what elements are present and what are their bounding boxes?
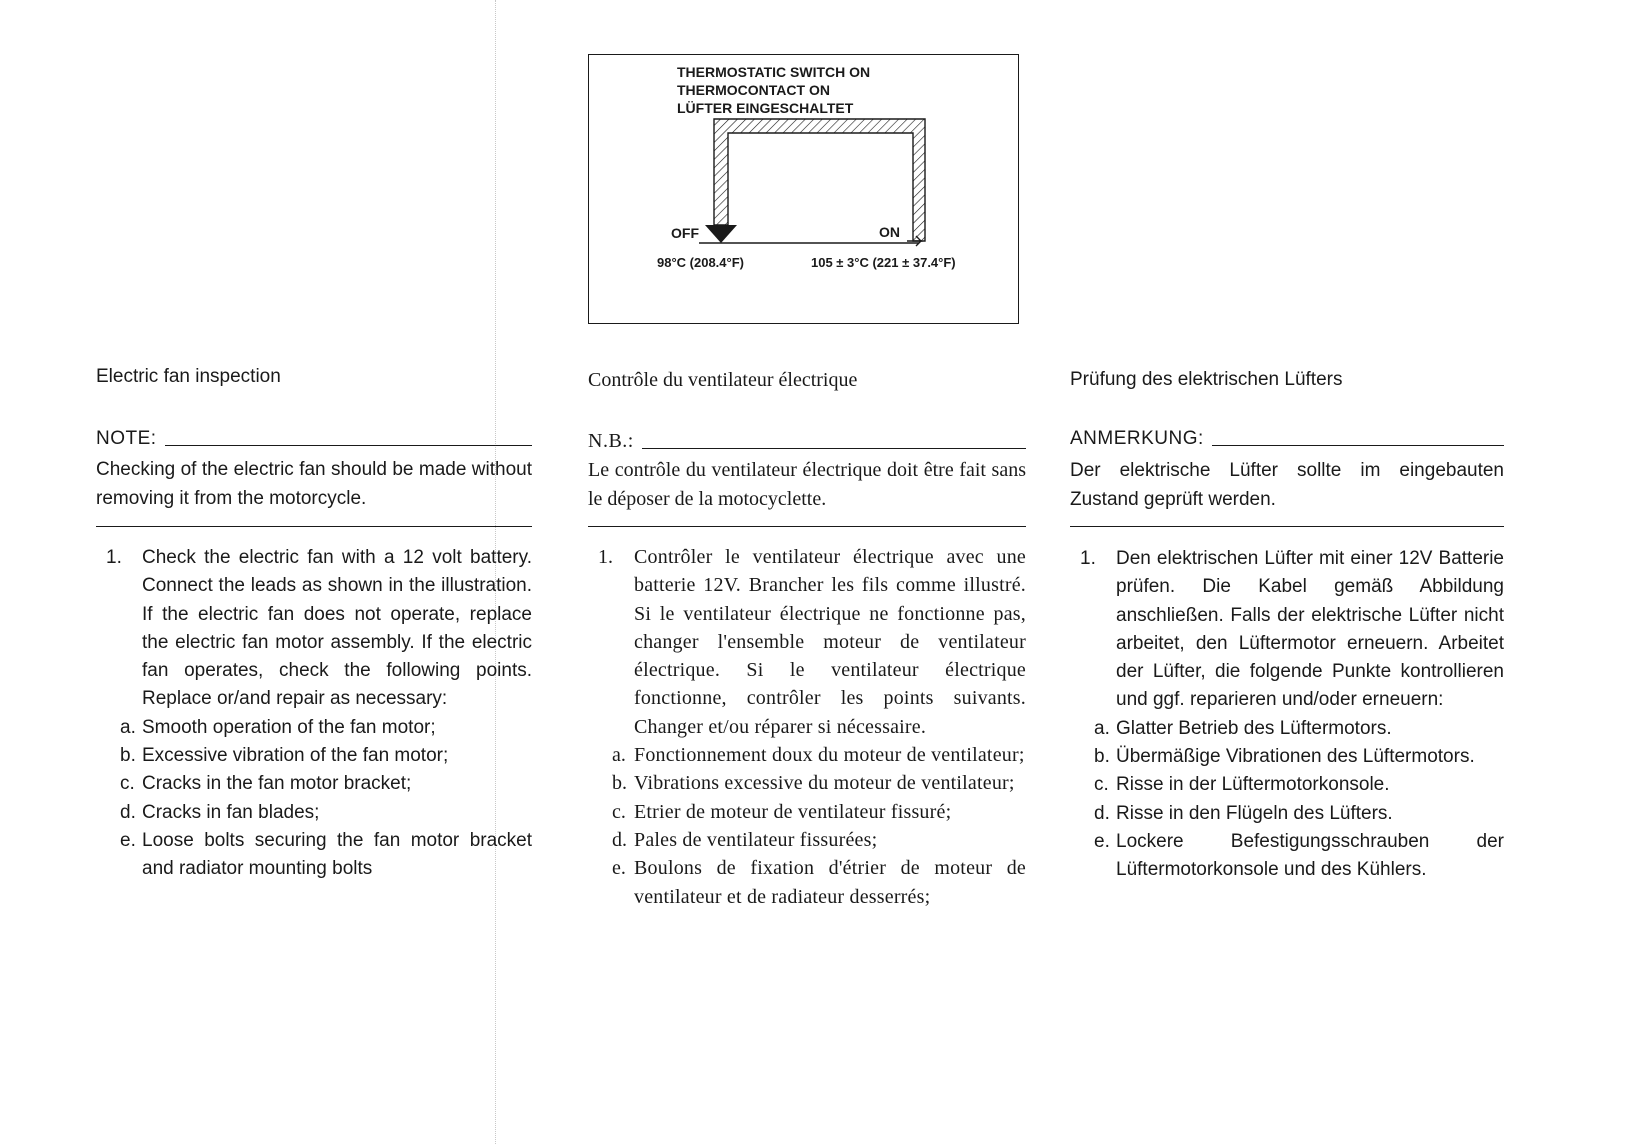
list-text: Cracks in fan blades; <box>142 801 320 823</box>
list-text: Smooth operation of the fan motor; <box>142 716 436 738</box>
list-letter: b. <box>1094 746 1110 768</box>
note-bottom-rule <box>588 526 1026 527</box>
list-item <box>120 714 532 742</box>
list-item <box>120 827 532 884</box>
section-heading: Electric fan inspection <box>96 366 281 387</box>
step-text: Den elektrischen Lüfter mit einer 12V Batterie prüfen. Die Kabel gemäß Abbildung anschließen. Falls der elektrische Lüfter nicht arbeitet, den Lüftermotor erneuern. Arbeitet der Lüfter, die folgende Punkte kontrollieren und ggf. reparieren und/oder erneuern: <box>1116 548 1504 711</box>
list-item <box>120 770 532 798</box>
diagram-title-de: LÜFTER EINGESCHALTET <box>677 100 854 116</box>
note-label: NOTE: <box>96 428 157 449</box>
list-letter: d. <box>120 801 136 823</box>
list-text: Risse in den Flügeln des Lüfters. <box>1116 802 1393 824</box>
note-bottom-rule <box>96 526 532 527</box>
list-item <box>1094 771 1504 799</box>
list-item <box>612 741 1026 769</box>
off-label: OFF <box>671 225 699 241</box>
list-letter: d. <box>1094 802 1110 824</box>
list-letter: e. <box>120 829 136 851</box>
list-item <box>1094 743 1504 771</box>
list-text: Excessive vibration of the fan motor; <box>142 745 449 767</box>
on-label: ON <box>879 224 900 240</box>
list-item <box>120 799 532 827</box>
list-text: Vibrations excessive du moteur de ventilateur; <box>634 772 1015 795</box>
on-temperature: 105 ± 3°C (221 ± 37.4°F) <box>811 255 956 270</box>
note-bottom-rule <box>1070 526 1504 527</box>
note-text: Le contrôle du ventilateur électrique doit être fait sans le déposer de la motocyclette. <box>588 459 1026 510</box>
list-letter: c. <box>1094 774 1109 796</box>
list-item <box>612 769 1026 797</box>
note-header <box>96 428 532 450</box>
note-rule <box>642 448 1026 449</box>
off-temperature: 98°C (208.4°F) <box>657 255 744 270</box>
list-letter: a. <box>1094 717 1110 739</box>
list-text: Etrier de moteur de ventilateur fissuré; <box>634 800 952 823</box>
check-list <box>612 741 1026 911</box>
list-text: Übermäßige Vibrationen des Lüftermotors. <box>1116 746 1475 768</box>
section-heading: Contrôle du ventilateur électrique <box>588 369 858 391</box>
check-list <box>1094 715 1504 885</box>
list-letter: c. <box>612 800 626 823</box>
step-number: 1. <box>1080 548 1096 569</box>
list-item <box>612 854 1026 911</box>
list-letter: d. <box>612 828 627 851</box>
step-text: Check the electric fan with a 12 volt battery. Connect the leads as shown in the illustration. If the electric fan does not operate, replace the electric fan motor assembly. If the electric fan operates, check the following points. Replace or/and repair as necessary: <box>142 547 532 710</box>
note-label: ANMERKUNG: <box>1070 428 1204 449</box>
step-number: 1. <box>598 546 613 568</box>
list-letter: e. <box>612 857 626 880</box>
diagram-graphic <box>589 55 1018 323</box>
list-letter: b. <box>120 745 136 767</box>
list-item <box>1094 800 1504 828</box>
step-1 <box>96 544 532 884</box>
list-text: Glatter Betrieb des Lüftermotors. <box>1116 717 1392 739</box>
list-letter: b. <box>612 772 627 795</box>
list-text: Risse in der Lüftermotorkonsole. <box>1116 774 1390 796</box>
list-text: Cracks in the fan motor bracket; <box>142 773 412 795</box>
hysteresis-band <box>714 119 925 241</box>
off-arrow <box>705 225 737 243</box>
list-letter: a. <box>612 744 626 767</box>
step-number: 1. <box>106 547 122 568</box>
list-letter: a. <box>120 716 136 738</box>
list-item <box>612 798 1026 826</box>
note-label: N.B.: <box>588 430 634 452</box>
list-item <box>612 826 1026 854</box>
note-header <box>588 430 1026 453</box>
step-1 <box>588 543 1026 911</box>
diagram-title-fr: THERMOCONTACT ON <box>677 82 830 98</box>
list-letter: e. <box>1094 830 1110 852</box>
list-letter: c. <box>120 773 135 795</box>
list-text: Lockere Befestigungsschrauben der Lüftermotorkonsole und des Kühlers. <box>1116 830 1504 881</box>
list-text: Pales de ventilateur fissurées; <box>634 828 878 851</box>
note-text: Der elektrische Lüfter sollte im eingebauten Zustand geprüft werden. <box>1070 460 1504 510</box>
diagram-title-en: THERMOSTATIC SWITCH ON <box>677 64 871 80</box>
note-text: Checking of the electric fan should be made without removing it from the motorcycle. <box>96 459 532 509</box>
note-rule <box>1212 445 1504 446</box>
section-heading: Prüfung des elektrischen Lüfters <box>1070 369 1343 390</box>
step-1 <box>1070 545 1504 885</box>
thermostatic-switch-diagram <box>588 54 1019 324</box>
list-text: Boulons de fixation d'étrier de moteur de ventilateur et de radiateur desserrés; <box>634 857 1026 908</box>
list-item <box>120 742 532 770</box>
list-item <box>1094 715 1504 743</box>
list-item <box>1094 828 1504 885</box>
step-text: Contrôler le ventilateur électrique avec une batterie 12V. Brancher les fils comme illustré. Si le ventilateur électrique ne fonctionne pas, changer l'ensemble moteur de ventilateur électrique. Si le ventilateur électrique fonctionne, contrôler les points suivants. Changer et/ou réparer si nécessaire. <box>634 546 1026 738</box>
check-list <box>120 714 532 884</box>
list-text: Fonctionnement doux du moteur de ventilateur; <box>634 744 1025 767</box>
note-rule <box>165 445 532 446</box>
note-header <box>1070 428 1504 450</box>
list-text: Loose bolts securing the fan motor bracket and radiator mounting bolts <box>142 829 532 880</box>
